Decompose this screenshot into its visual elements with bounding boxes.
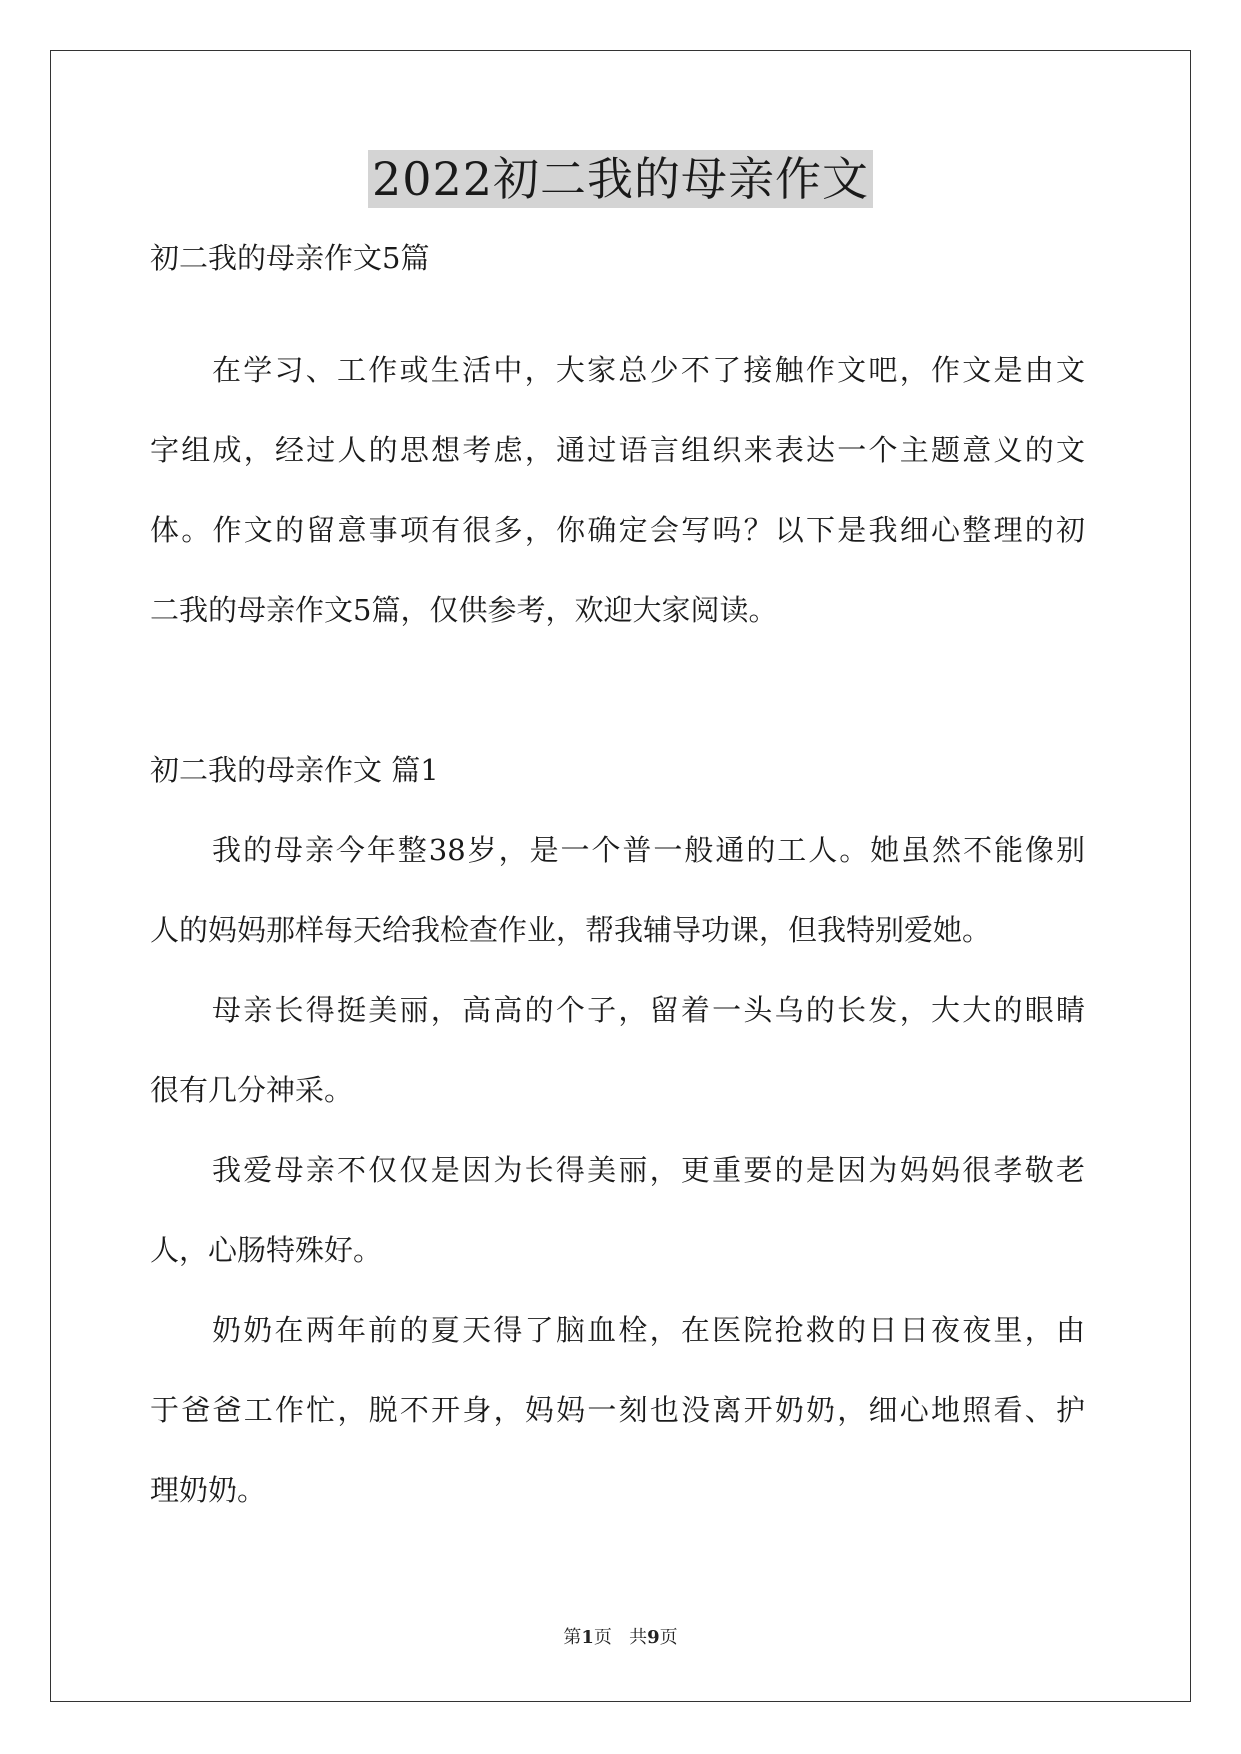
footer-total-prefix: 共	[629, 1627, 648, 1648]
intro-line-4: 二我的母亲作文5篇，仅供参考，欢迎大家阅读。	[150, 593, 778, 627]
footer-page-suffix: 页	[593, 1627, 612, 1648]
footer-page-prefix: 第	[563, 1627, 582, 1648]
footer-total-pages: 9	[647, 1627, 660, 1648]
page-footer	[0, 1626, 1241, 1650]
body-line-9: 理奶奶。	[150, 1473, 267, 1507]
footer-current-page: 1	[581, 1627, 594, 1648]
intro-line-3: 体。作文的留意事项有很多，你确定会写吗？以下是我细心整理的初	[150, 513, 1085, 547]
body-line-5: 我爱母亲不仅仅是因为长得美丽，更重要的是因为妈妈很孝敬老	[212, 1153, 1085, 1187]
body-line-6: 人，心肠特殊好。	[150, 1233, 383, 1267]
body-line-8: 于爸爸工作忙，脱不开身，妈妈一刻也没离开奶奶，细心地照看、护	[150, 1393, 1085, 1427]
page-border	[50, 50, 1191, 1702]
document-subtitle: 初二我的母亲作文5篇	[150, 241, 430, 275]
body-line-2: 人的妈妈那样每天给我检查作业，帮我辅导功课，但我特别爱她。	[150, 913, 992, 947]
intro-line-1: 在学习、工作或生活中，大家总少不了接触作文吧，作文是由文	[212, 353, 1085, 387]
body-line-1: 我的母亲今年整38岁，是一个普一般通的工人。她虽然不能像别	[212, 833, 1085, 867]
body-line-7: 奶奶在两年前的夏天得了脑血栓，在医院抢救的日日夜夜里，由	[212, 1313, 1085, 1347]
footer-total-suffix: 页	[659, 1627, 678, 1648]
body-line-4: 很有几分神采。	[150, 1073, 354, 1107]
document-title: 2022初二我的母亲作文	[368, 150, 873, 208]
intro-line-2: 字组成，经过人的思想考虑，通过语言组织来表达一个主题意义的文	[150, 433, 1085, 467]
section-heading: 初二我的母亲作文 篇1	[150, 753, 439, 787]
title-container	[0, 150, 1241, 208]
body-line-3: 母亲长得挺美丽，高高的个子，留着一头乌的长发，大大的眼睛	[212, 993, 1085, 1027]
